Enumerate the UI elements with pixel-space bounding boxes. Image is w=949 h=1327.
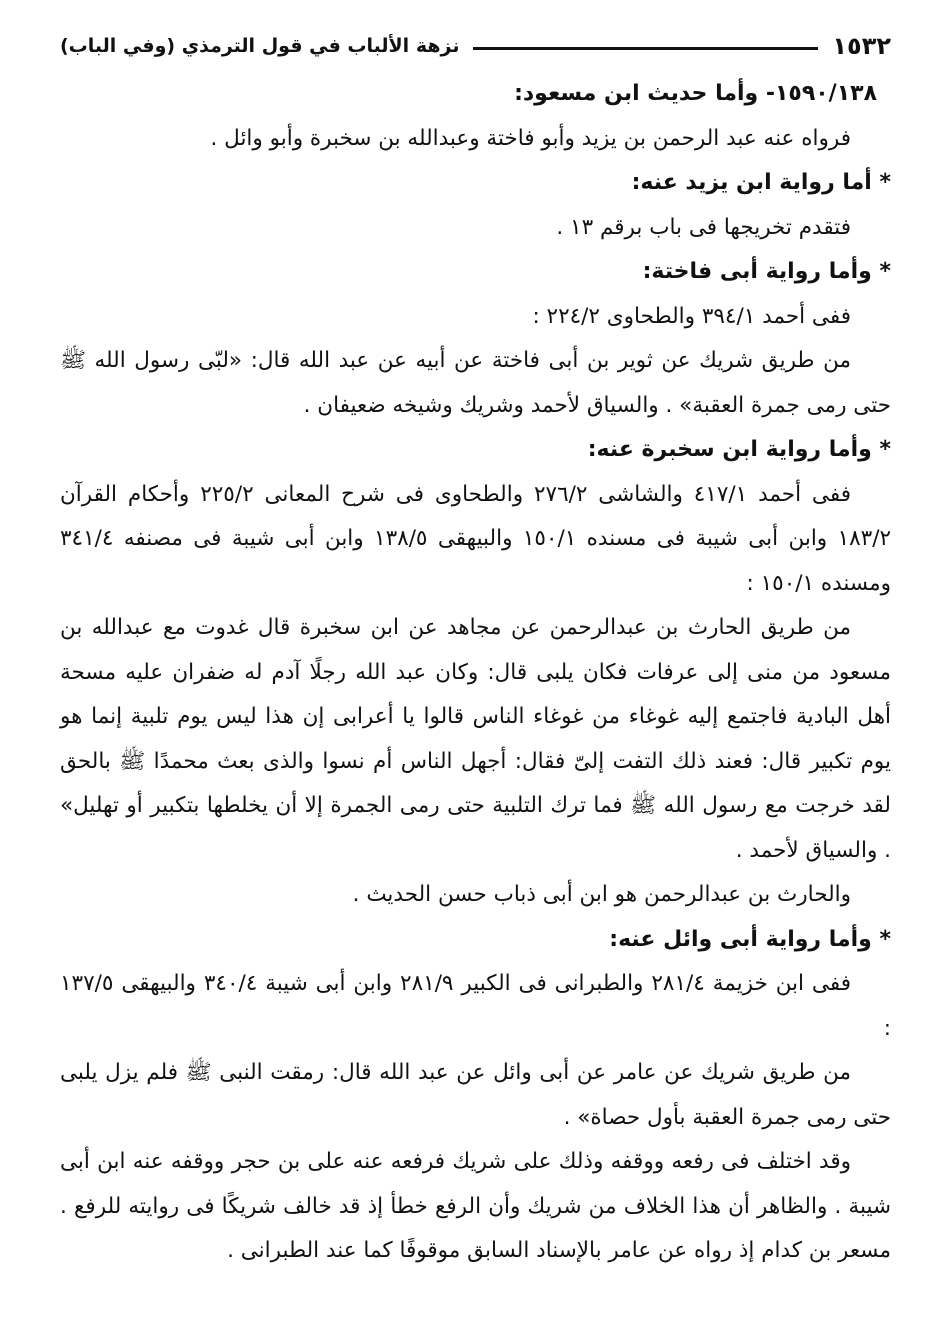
- subheading: * وأما رواية أبى فاختة:: [642, 259, 891, 284]
- paragraph: فتقدم تخريجها فى باب برقم ١٣ .: [556, 214, 851, 240]
- book-page: [60, 28, 891, 1307]
- page-body: [60, 72, 891, 1274]
- paragraph: فرواه عنه عبد الرحمن بن يزيد وأبو فاختة وعبدالله بن سخبرة وأبو وائل .: [210, 125, 851, 151]
- paragraph: من طريق شريك عن عامر عن أبى وائل عن عبد الله قال: رمقت النبى ﷺ فلم يزل يلبى حتى رمى جمرة العقبة بأول حصاة» .: [60, 1060, 891, 1130]
- paragraph: ففى ابن خزيمة ٢٨١/٤ والطبرانى فى الكبير ٢٨١/٩ وابن أبى شيبة ٣٤٠/٤ والبيهقى ١٣٧/٥ :: [60, 971, 891, 1041]
- section-heading: ١٥٩٠/١٣٨- وأما حديث ابن مسعود:: [514, 81, 877, 106]
- subheading: * وأما رواية ابن سخبرة عنه:: [587, 437, 891, 462]
- paragraph: ففى أحمد ٣٩٤/١ والطحاوى ٢٢٤/٢ :: [532, 303, 851, 329]
- paragraph: ففى أحمد ٤١٧/١ والشاشى ٢٧٦/٢ والطحاوى فى شرح المعانى ٢٢٥/٢ وأحكام القرآن ١٨٣/٢ وابن أبى شيبة فى مسنده ١٥٠/١ والبيهقى ١٣٨/٥ وابن أبى شيبة فى مصنفه ٣٤١/٤ ومسنده ١٥٠/١ :: [60, 481, 891, 596]
- header-rule: [473, 47, 818, 50]
- paragraph: وقد اختلف فى رفعه ووقفه وذلك على شريك فرفعه عنه على بن حجر ووقفه عنه ابن أبى شيبة . والظاهر أن هذا الخلاف من شريك وأن الرفع خطأ إذ قد خالف شريكًا فى روايته للرفع . مسعر بن كدام إذ رواه عن عامر بالإسناد السابق موقوفًا كما عند الطبرانى .: [60, 1149, 891, 1263]
- page-number: ١٥٣٢: [832, 32, 891, 60]
- subheading: * أما رواية ابن يزيد عنه:: [631, 170, 891, 195]
- running-header: [60, 28, 891, 64]
- paragraph: من طريق شريك عن ثوير بن أبى فاختة عن أبيه عن عبد الله قال: «لبّى رسول الله ﷺ حتى رمى جمرة العقبة» . والسياق لأحمد وشريك وشيخه ضعيفان .: [60, 348, 891, 418]
- subheading: * وأما رواية أبى وائل عنه:: [609, 926, 891, 952]
- paragraph: والحارث بن عبدالرحمن هو ابن أبى ذباب حسن الحديث .: [352, 882, 851, 907]
- paragraph: من طريق الحارث بن عبدالرحمن عن مجاهد عن ابن سخبرة قال غدوت مع عبدالله بن مسعود من منى إلى عرفات فكان يلبى قال: وكان عبد الله رجلًا آدم له ضفران عليه مسحة أهل البادية فاجتمع إليه غوغاء من غوغاء الناس قالوا يا أعرابى إن هذا ليس يوم تلبية إنما هو يوم تكبير قال: فعند ذلك التفت إلىّ فقال: أجهل الناس أم نسوا والذى بعث محمدًا ﷺ بالحق لقد خرجت مع رسول الله ﷺ فما ترك التلبية حتى رمى الجمرة إلا أن يخلطها بتكبير أو تهليل» . والسياق لأحمد .: [60, 615, 891, 863]
- running-title: نزهة الألباب في قول الترمذي (وفي الباب): [60, 35, 460, 57]
